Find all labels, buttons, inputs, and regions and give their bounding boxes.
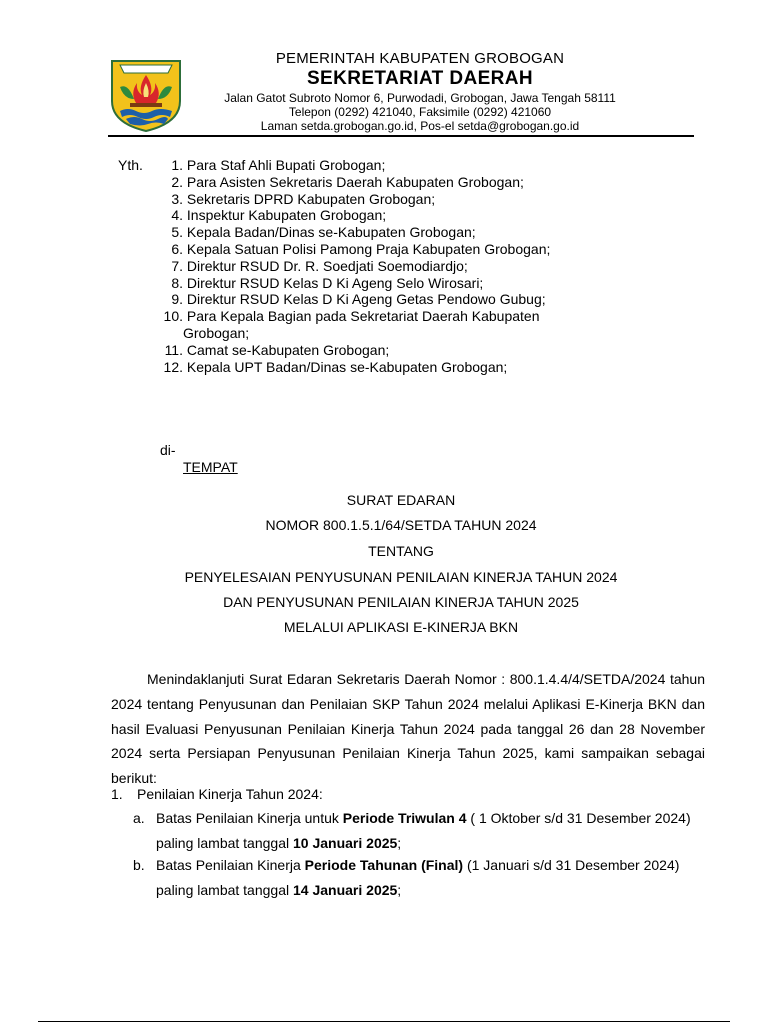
list-text: Kepala Satuan Polisi Pamong Praja Kabupaten Grobogan; (186, 240, 551, 257)
office-web-email: Laman setda.grobogan.go.id, Pos-el setda@grobogan.go.id (260, 119, 580, 133)
sub-item-text: Batas Penilaian Kinerja untuk Periode Triwulan 4 ( 1 Oktober s/d 31 Desember 2024) paling lambat tanggal 10 Januari 2025; (156, 810, 691, 851)
office-name: SEKRETARIAT DAERAH (306, 68, 534, 89)
intro-paragraph: Menindaklanjuti Surat Edaran Sekretaris Daerah Nomor : 800.1.4.4/4/SETDA/2024 tahun 2024 tentang Penyusunan dan Penilaian SKP Tahun 2024 melalui Aplikasi E-Kinerja BKN dan hasil Evaluasi Penyusunan Penilaian Kinerja Tahun 2024 pada tanggal 26 dan 28 November 2024 serta Persiapan Penyusunan Penilaian Kinerja Tahun 2025, kami sampaikan sebagai berikut: (111, 671, 705, 787)
list-number: 1. (111, 786, 123, 802)
list-text: Para Staf Ahli Bupati Grobogan; (186, 157, 386, 173)
about-label: TENTANG (368, 543, 434, 559)
letterhead-divider (108, 135, 694, 137)
list-number: 2. (171, 173, 183, 190)
list-item (155, 258, 555, 275)
list-item (155, 241, 555, 258)
sub-item-letter: a. (133, 810, 145, 826)
list-number: 6. (171, 240, 183, 257)
subject-line-1: PENYELESAIAN PENYUSUNAN PENILAIAN KINERJA TAHUN 2024 (184, 569, 618, 585)
subject-line-3: MELALUI APLIKASI E-KINERJA BKN (283, 619, 519, 635)
list-item (155, 224, 555, 241)
list-number: 3. (171, 190, 183, 207)
sub-item-b (133, 853, 705, 903)
list-item (155, 359, 555, 376)
government-name: PEMERINTAH KABUPATEN GROBOGAN (275, 50, 565, 67)
list-text: Direktur RSUD Kelas D Ki Ageng Selo Wirosari; (186, 274, 484, 291)
list-text: Direktur RSUD Dr. R. Soedjati Soemodiardjo; (186, 257, 468, 274)
list-text: Para Kepala Bagian pada Sekretariat Daerah Kabupaten Grobogan; (183, 308, 540, 341)
deadline-date: 14 Januari 2025 (293, 881, 398, 898)
list-text: Sekretaris DPRD Kabupaten Grobogan; (186, 190, 436, 207)
list-item (155, 207, 555, 224)
sub-item-letter: b. (133, 857, 145, 873)
di-label: di- (160, 442, 176, 458)
list-text: Para Asisten Sekretaris Daerah Kabupaten Grobogan; (186, 173, 524, 190)
list-number: 1. (171, 157, 183, 173)
tempat-label: TEMPAT (183, 459, 238, 475)
office-phone-fax: Telepon (0292) 421040, Faksimile (0292) 421060 (288, 105, 552, 119)
salutation: Yth. (118, 157, 143, 173)
document-type: SURAT EDARAN (346, 492, 456, 508)
office-address: Jalan Gatot Subroto Nomor 6, Purwodadi, Grobogan, Jawa Tengah 58111 (224, 91, 616, 105)
list-text: Direktur RSUD Kelas D Ki Ageng Getas Pendowo Gubug; (186, 291, 546, 308)
list-item (155, 157, 555, 174)
sub-item-text: Batas Penilaian Kinerja Periode Tahunan (Final) (1 Januari s/d 31 Desember 2024) paling lambat tanggal 14 Januari 2025; (156, 857, 680, 898)
deadline-date: 10 Januari 2025 (293, 834, 398, 851)
list-text: Camat se-Kabupaten Grobogan; (186, 341, 390, 358)
list-item (155, 174, 555, 191)
regency-emblem-icon (106, 53, 186, 133)
list-number: 12. (163, 358, 183, 375)
list-text: Kepala Badan/Dinas se-Kabupaten Grobogan; (186, 224, 476, 241)
list-number: 10. (163, 308, 183, 325)
list-number: 9. (171, 291, 183, 308)
list-item (155, 275, 555, 292)
period-label: Periode Tahunan (Final) (304, 857, 464, 873)
list-item (111, 786, 323, 802)
recipient-list (155, 157, 555, 375)
list-item (155, 308, 555, 342)
list-number: 7. (171, 257, 183, 274)
list-text: Inspektur Kabupaten Grobogan; (186, 207, 387, 224)
page-footer-divider (38, 1021, 730, 1022)
list-item (155, 342, 555, 359)
document-number: NOMOR 800.1.5.1/64/SETDA TAHUN 2024 (265, 517, 537, 533)
list-item (155, 191, 555, 208)
list-number: 11. (164, 341, 183, 358)
period-label: Periode Triwulan 4 (342, 810, 467, 826)
list-text: Penilaian Kinerja Tahun 2024: (137, 786, 323, 802)
list-number: 4. (171, 207, 183, 224)
list-item (155, 291, 555, 308)
sub-item-a (133, 806, 705, 856)
list-text: Kepala UPT Badan/Dinas se-Kabupaten Grobogan; (186, 358, 508, 375)
list-number: 8. (171, 274, 183, 291)
subject-line-2: DAN PENYUSUNAN PENILAIAN KINERJA TAHUN 2025 (223, 594, 579, 610)
list-number: 5. (171, 224, 183, 241)
